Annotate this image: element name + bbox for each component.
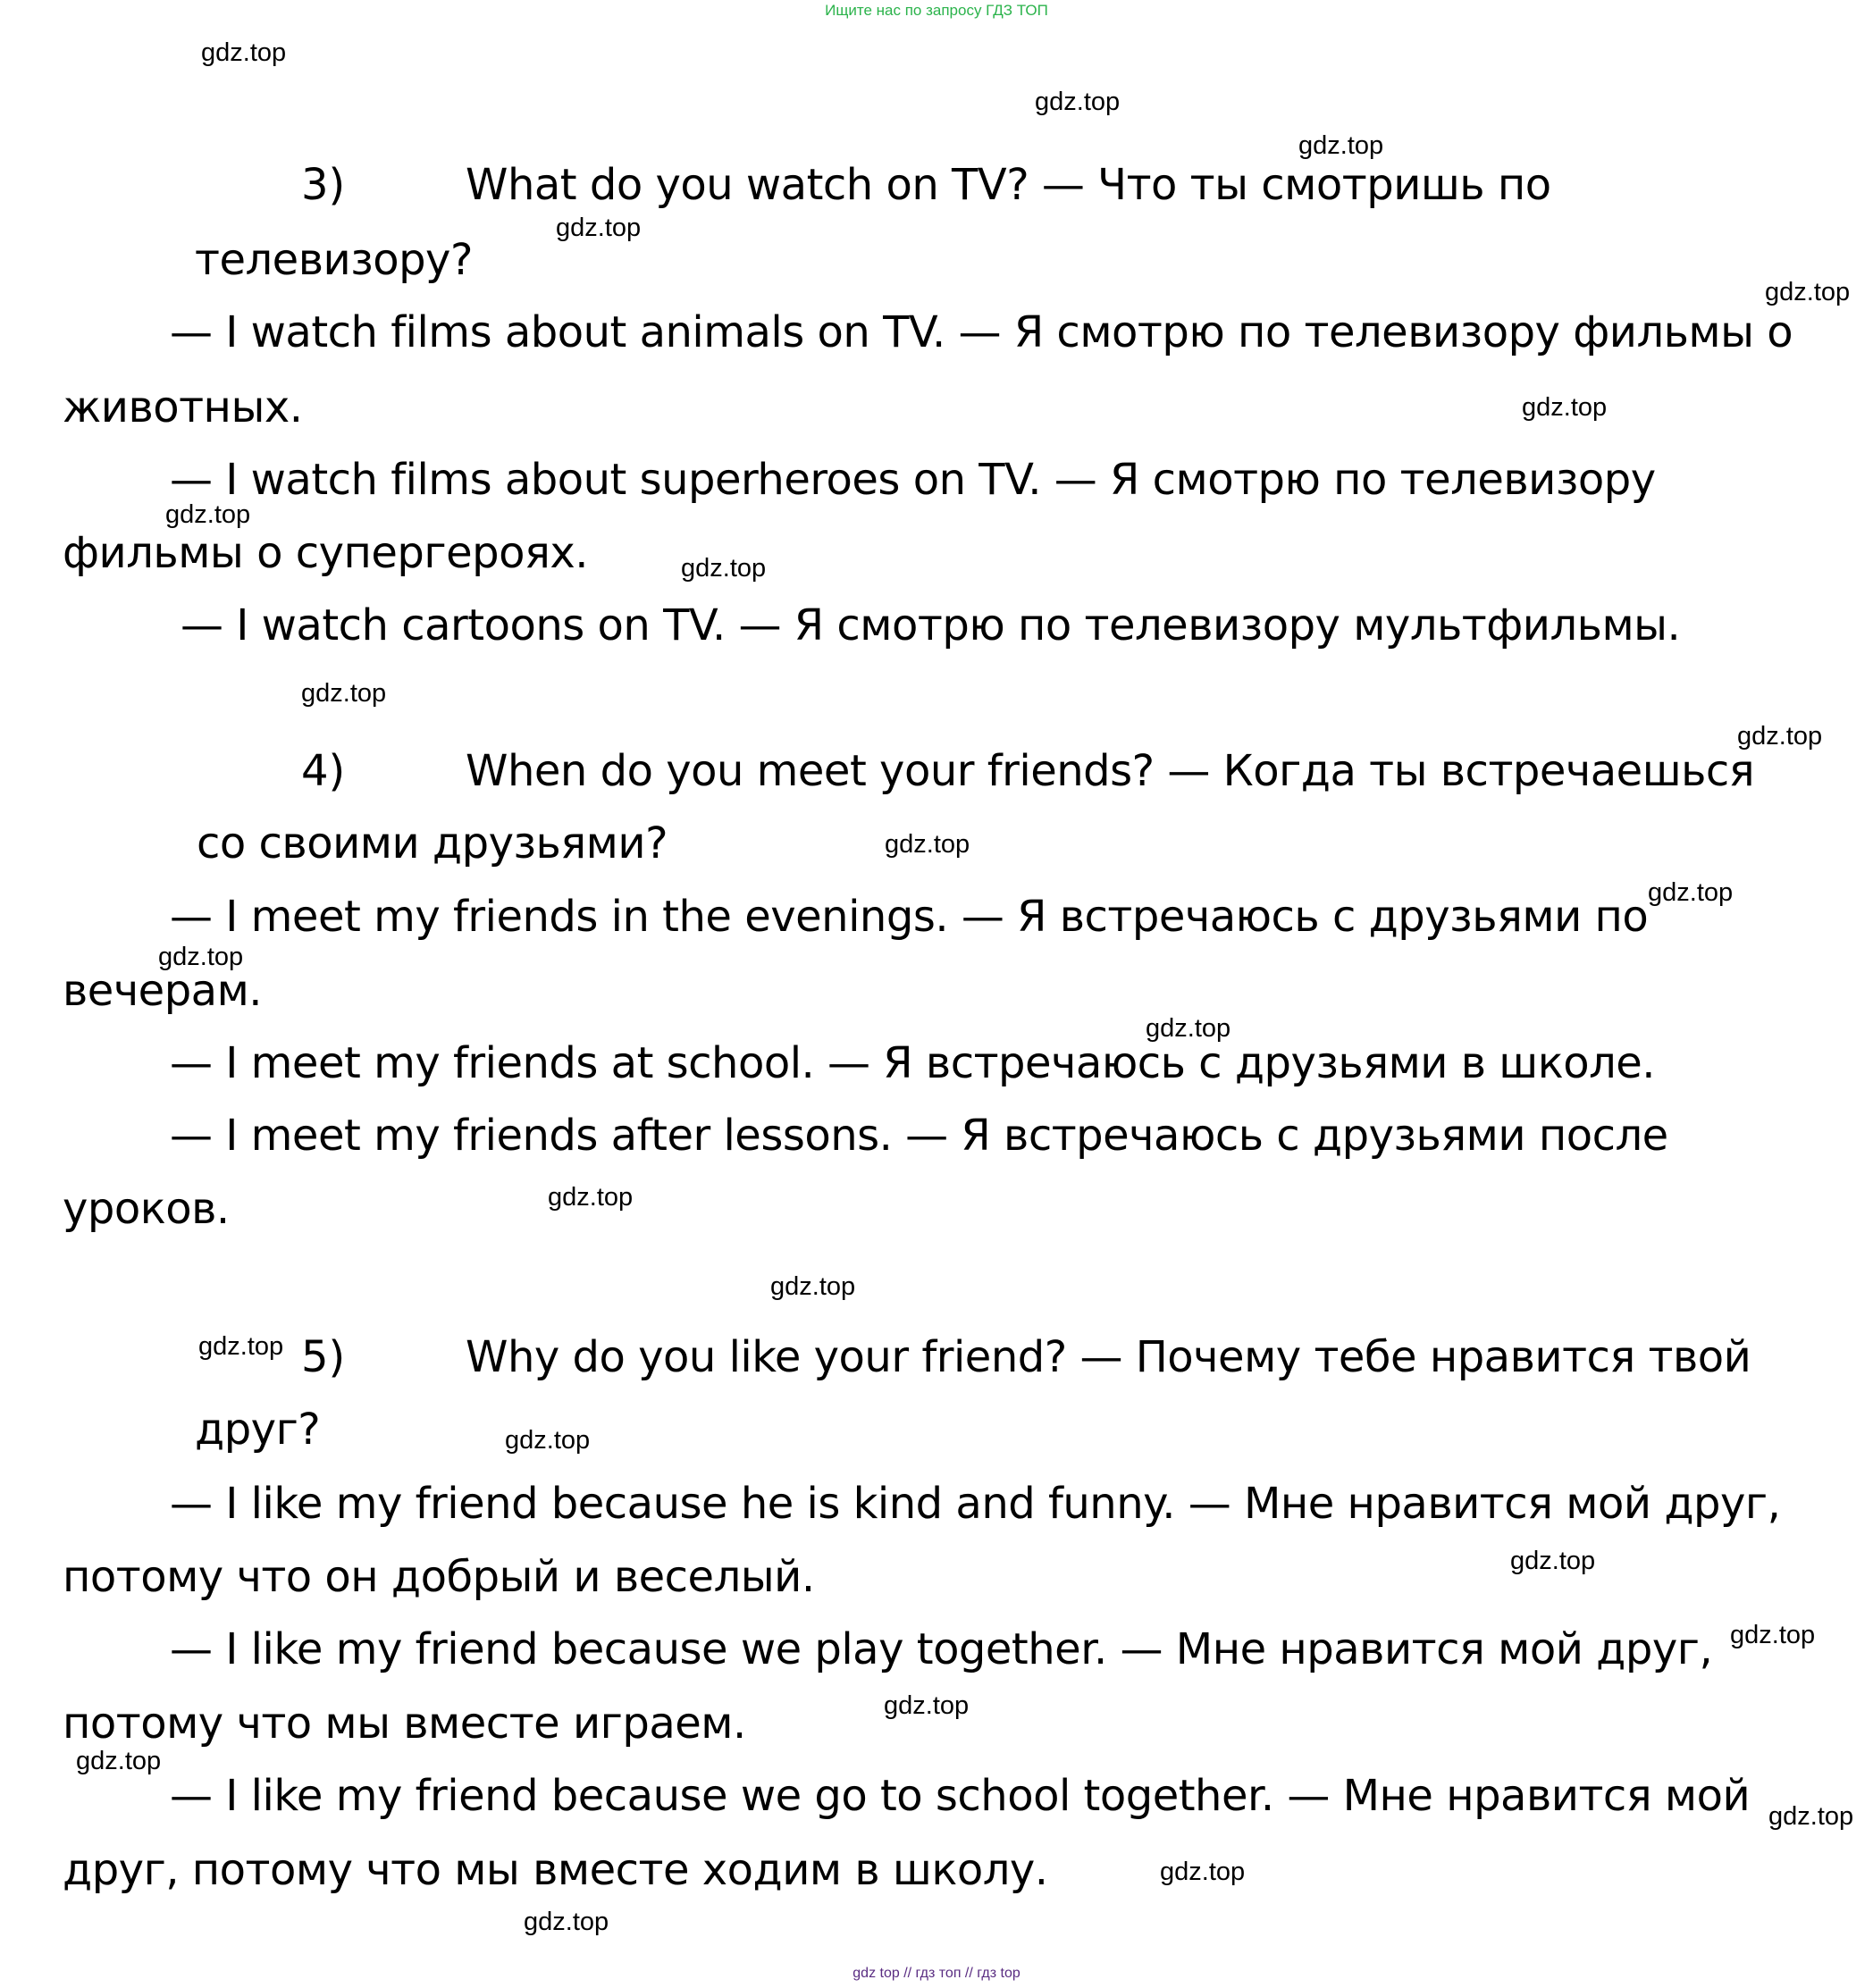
- answer-5-1-line2: потому что он добрый и веселый.: [63, 1552, 815, 1602]
- watermark: gdz.top: [1522, 393, 1608, 422]
- question-3-text: What do you watch on TV? — Что ты смотришь по: [466, 160, 1551, 210]
- answer-3-1-line2: животных.: [63, 382, 303, 432]
- watermark: gdz.top: [201, 38, 287, 67]
- answer-4-3-line2: уроков.: [63, 1184, 230, 1234]
- watermark: gdz.top: [548, 1183, 634, 1212]
- answer-5-3-line1: — I like my friend because we go to school together. — Мне нравится мой: [170, 1771, 1751, 1821]
- watermark: gdz.top: [1510, 1547, 1596, 1575]
- watermark: gdz.top: [76, 1747, 162, 1775]
- question-4-text-cont: со своими друзьями?: [197, 818, 668, 868]
- watermark: gdz.top: [770, 1272, 856, 1301]
- question-3-number: 3): [301, 160, 346, 210]
- watermark: gdz.top: [556, 214, 642, 242]
- question-5-text: Why do you like your friend? — Почему тебе нравится твой: [466, 1332, 1751, 1382]
- answer-4-3-line1: — I meet my friends after lessons. — Я встречаюсь с друзьями после: [170, 1111, 1668, 1161]
- watermark: gdz.top: [301, 679, 387, 708]
- watermark: gdz.top: [1160, 1858, 1246, 1886]
- watermark: gdz.top: [1765, 278, 1851, 306]
- answer-3-2-line1: — I watch films about superheroes on TV. — Я смотрю по телевизору: [170, 455, 1656, 505]
- footer-links: gdz top // гдз топ // гдз top: [853, 1966, 1020, 1981]
- answer-4-1-line2: вечерам.: [63, 966, 263, 1016]
- watermark: gdz.top: [885, 830, 970, 859]
- watermark: gdz.top: [1768, 1802, 1854, 1831]
- watermark: gdz.top: [1648, 878, 1734, 907]
- question-5-number: 5): [301, 1332, 346, 1382]
- question-3-text-cont: телевизору?: [195, 235, 473, 285]
- answer-5-1-line1: — I like my friend because he is kind and funny. — Мне нравится мой друг,: [170, 1479, 1781, 1529]
- answer-3-1-line1: — I watch films about animals on TV. — Я смотрю по телевизору фильмы о: [170, 307, 1793, 357]
- watermark: gdz.top: [884, 1691, 970, 1720]
- question-4-text: When do you meet your friends? — Когда ты встречаешься: [466, 746, 1755, 796]
- watermark: gdz.top: [165, 500, 251, 529]
- watermark: gdz.top: [1035, 88, 1121, 116]
- answer-5-3-line2: друг, потому что мы вместе ходим в школу.: [63, 1845, 1048, 1895]
- watermark: gdz.top: [1730, 1621, 1816, 1649]
- answer-3-2-line2: фильмы о супергероях.: [63, 528, 588, 578]
- top-banner: Ищите нас по запросу ГДЗ ТОП: [825, 2, 1048, 19]
- watermark: gdz.top: [1146, 1014, 1231, 1043]
- question-5-text-cont: друг?: [195, 1405, 321, 1455]
- watermark: gdz.top: [1298, 131, 1384, 160]
- watermark: gdz.top: [158, 943, 244, 971]
- answer-5-2-line1: — I like my friend because we play together. — Мне нравится мой друг,: [170, 1624, 1713, 1674]
- watermark: gdz.top: [505, 1426, 591, 1455]
- answer-3-3-line1: — I watch cartoons on TV. — Я смотрю по телевизору мультфильмы.: [181, 600, 1681, 650]
- question-4-number: 4): [301, 746, 346, 796]
- answer-4-2-line1: — I meet my friends at school. — Я встречаюсь с друзьями в школе.: [170, 1038, 1656, 1088]
- watermark: gdz.top: [524, 1908, 609, 1936]
- answer-5-2-line2: потому что мы вместе играем.: [63, 1699, 746, 1749]
- watermark: gdz.top: [198, 1332, 284, 1361]
- answer-4-1-line1: — I meet my friends in the evenings. — Я встречаюсь с друзьями по: [170, 892, 1649, 942]
- watermark: gdz.top: [1737, 722, 1823, 751]
- watermark: gdz.top: [681, 554, 767, 583]
